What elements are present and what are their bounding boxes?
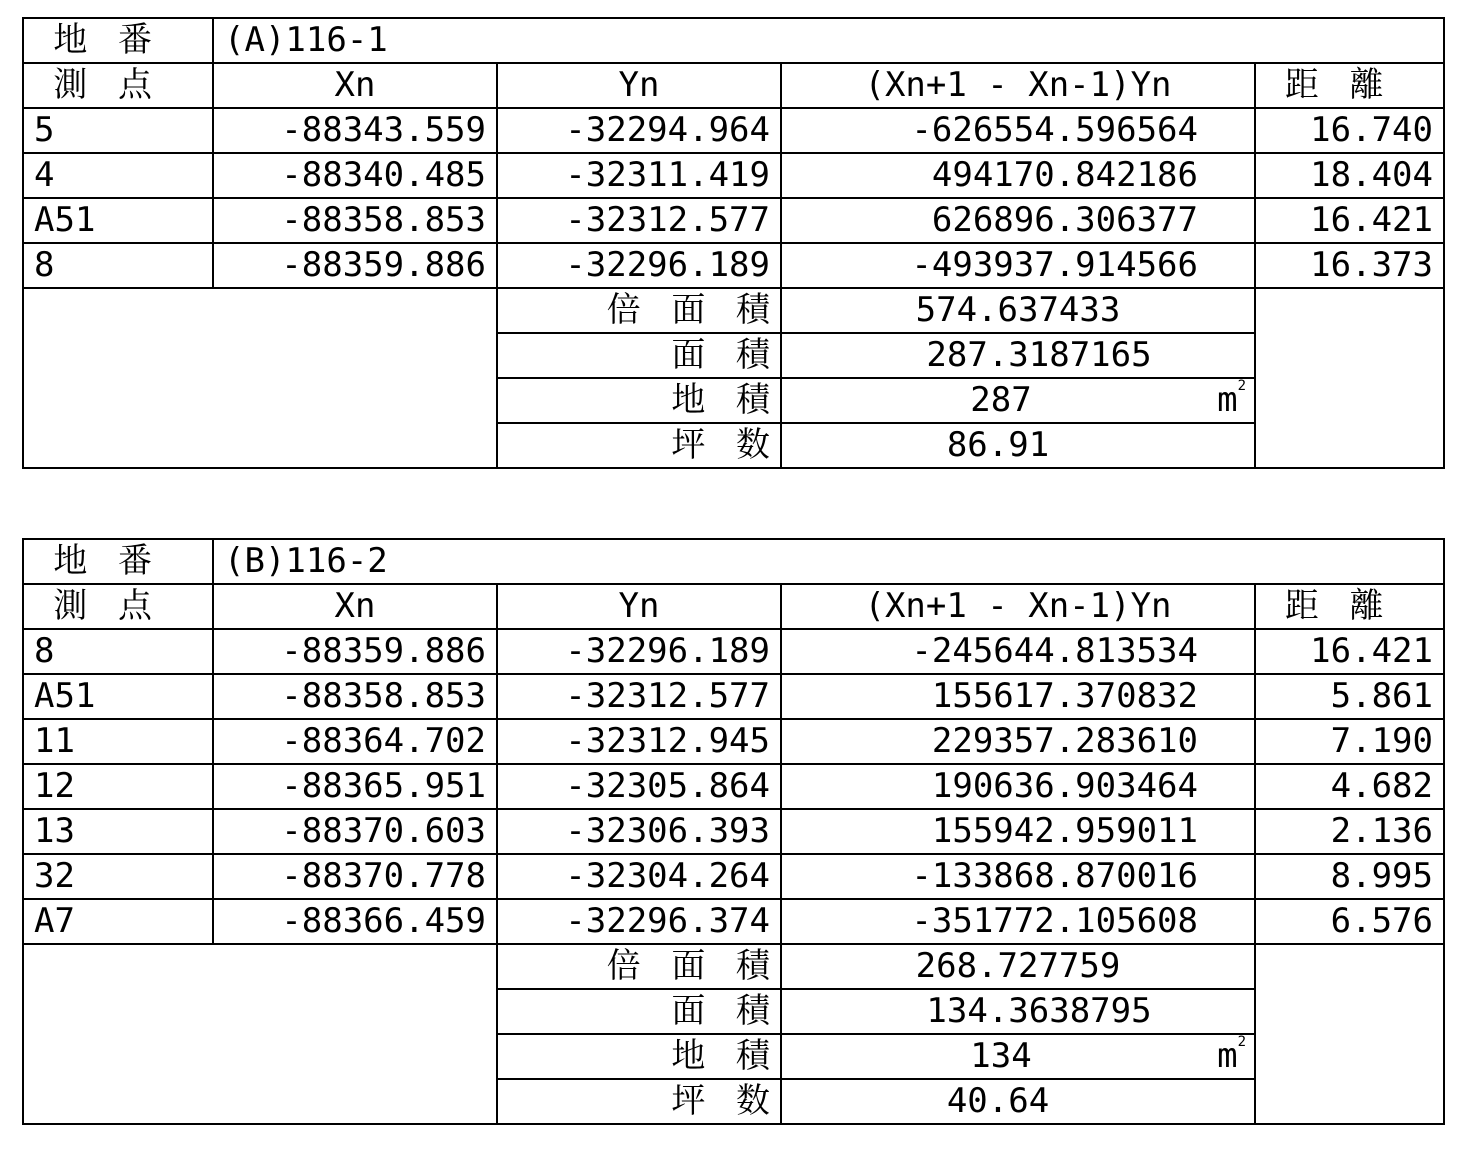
summary-blank-left [23,944,497,1124]
table-row [23,108,1444,153]
tsubo-label: 坪数 [497,423,781,468]
table-row [23,243,1444,288]
summary-row-double-area [23,944,1444,989]
header-row [23,63,1444,108]
table-row [23,854,1444,899]
header-yn: Yn [497,584,781,629]
yn-cell: -32311.419 [497,153,781,198]
area-value: 134.3638795 [781,989,1255,1034]
table-row [23,764,1444,809]
header-distance: 距離 [1255,584,1444,629]
table-row [23,153,1444,198]
yn-cell: -32306.393 [497,809,781,854]
land-area-label: 地積 [497,378,781,423]
calc-cell: 190636.903464 [781,764,1255,809]
summary-blank-right [1255,944,1444,1124]
parcel-row [23,18,1444,63]
point-cell: 32 [23,854,213,899]
tsubo-value: 40.64 [781,1079,1255,1124]
point-cell: 8 [23,243,213,288]
land-area-label: 地積 [497,1034,781,1079]
calc-cell: 155942.959011 [781,809,1255,854]
xn-cell: -88358.853 [213,198,497,243]
xn-cell: -88364.702 [213,719,497,764]
area-calculation-table-a [22,17,1445,469]
yn-cell: -32296.374 [497,899,781,944]
calc-cell: -245644.813534 [781,629,1255,674]
square-meter-unit: $m^2$ [1217,1034,1246,1076]
parcel-label: 地番 [23,539,213,584]
header-yn: Yn [497,63,781,108]
point-cell: 13 [23,809,213,854]
header-calc: (Xn+1 - Xn-1)Yn [781,584,1255,629]
distance-cell: 6.576 [1255,899,1444,944]
table-row [23,674,1444,719]
xn-cell: -88358.853 [213,674,497,719]
yn-cell: -32312.945 [497,719,781,764]
land-area-value: 134 [970,1036,1032,1076]
area-calculation-table-b [22,538,1445,1125]
xn-cell: -88370.603 [213,809,497,854]
double-area-label: 倍面積 [497,944,781,989]
calc-cell: 155617.370832 [781,674,1255,719]
header-row [23,584,1444,629]
xn-cell: -88365.951 [213,764,497,809]
header-xn: Xn [213,63,497,108]
table-row [23,629,1444,674]
xn-cell: -88370.778 [213,854,497,899]
distance-cell: 18.404 [1255,153,1444,198]
area-label: 面積 [497,989,781,1034]
yn-cell: -32304.264 [497,854,781,899]
header-xn: Xn [213,584,497,629]
area-label: 面積 [497,333,781,378]
calc-cell: -133868.870016 [781,854,1255,899]
distance-cell: 5.861 [1255,674,1444,719]
header-distance: 距離 [1255,63,1444,108]
summary-row-double-area [23,288,1444,333]
header-point: 測点 [23,63,213,108]
yn-cell: -32312.577 [497,674,781,719]
point-cell: 12 [23,764,213,809]
parcel-number: (A)116-1 [213,18,1444,63]
yn-cell: -32312.577 [497,198,781,243]
calc-cell: -626554.596564 [781,108,1255,153]
tsubo-value: 86.91 [781,423,1255,468]
xn-cell: -88359.886 [213,243,497,288]
distance-cell: 4.682 [1255,764,1444,809]
land-area-cell [781,378,1255,423]
point-cell: A51 [23,674,213,719]
yn-cell: -32294.964 [497,108,781,153]
calc-cell: -493937.914566 [781,243,1255,288]
xn-cell: -88340.485 [213,153,497,198]
distance-cell: 16.373 [1255,243,1444,288]
summary-blank-left [23,288,497,468]
yn-cell: -32305.864 [497,764,781,809]
distance-cell: 16.421 [1255,629,1444,674]
calc-cell: 626896.306377 [781,198,1255,243]
distance-cell: 8.995 [1255,854,1444,899]
xn-cell: -88366.459 [213,899,497,944]
double-area-value: 268.727759 [781,944,1255,989]
parcel-row [23,539,1444,584]
header-point: 測点 [23,584,213,629]
distance-cell: 7.190 [1255,719,1444,764]
xn-cell: -88359.886 [213,629,497,674]
table-row [23,899,1444,944]
square-meter-unit: $m^2$ [1217,378,1246,420]
table-row [23,809,1444,854]
point-cell: 5 [23,108,213,153]
point-cell: A51 [23,198,213,243]
double-area-label: 倍面積 [497,288,781,333]
area-value: 287.3187165 [781,333,1255,378]
point-cell: 4 [23,153,213,198]
double-area-value: 574.637433 [781,288,1255,333]
distance-cell: 16.421 [1255,198,1444,243]
calc-cell: 229357.283610 [781,719,1255,764]
yn-cell: -32296.189 [497,629,781,674]
distance-cell: 16.740 [1255,108,1444,153]
tsubo-label: 坪数 [497,1079,781,1124]
table-row [23,719,1444,764]
parcel-label: 地番 [23,18,213,63]
calc-cell: -351772.105608 [781,899,1255,944]
point-cell: 8 [23,629,213,674]
distance-cell: 2.136 [1255,809,1444,854]
yn-cell: -32296.189 [497,243,781,288]
land-area-cell [781,1034,1255,1079]
parcel-number: (B)116-2 [213,539,1444,584]
table-row [23,198,1444,243]
header-calc: (Xn+1 - Xn-1)Yn [781,63,1255,108]
calc-cell: 494170.842186 [781,153,1255,198]
xn-cell: -88343.559 [213,108,497,153]
point-cell: A7 [23,899,213,944]
land-area-value: 287 [970,380,1032,420]
summary-blank-right [1255,288,1444,468]
point-cell: 11 [23,719,213,764]
